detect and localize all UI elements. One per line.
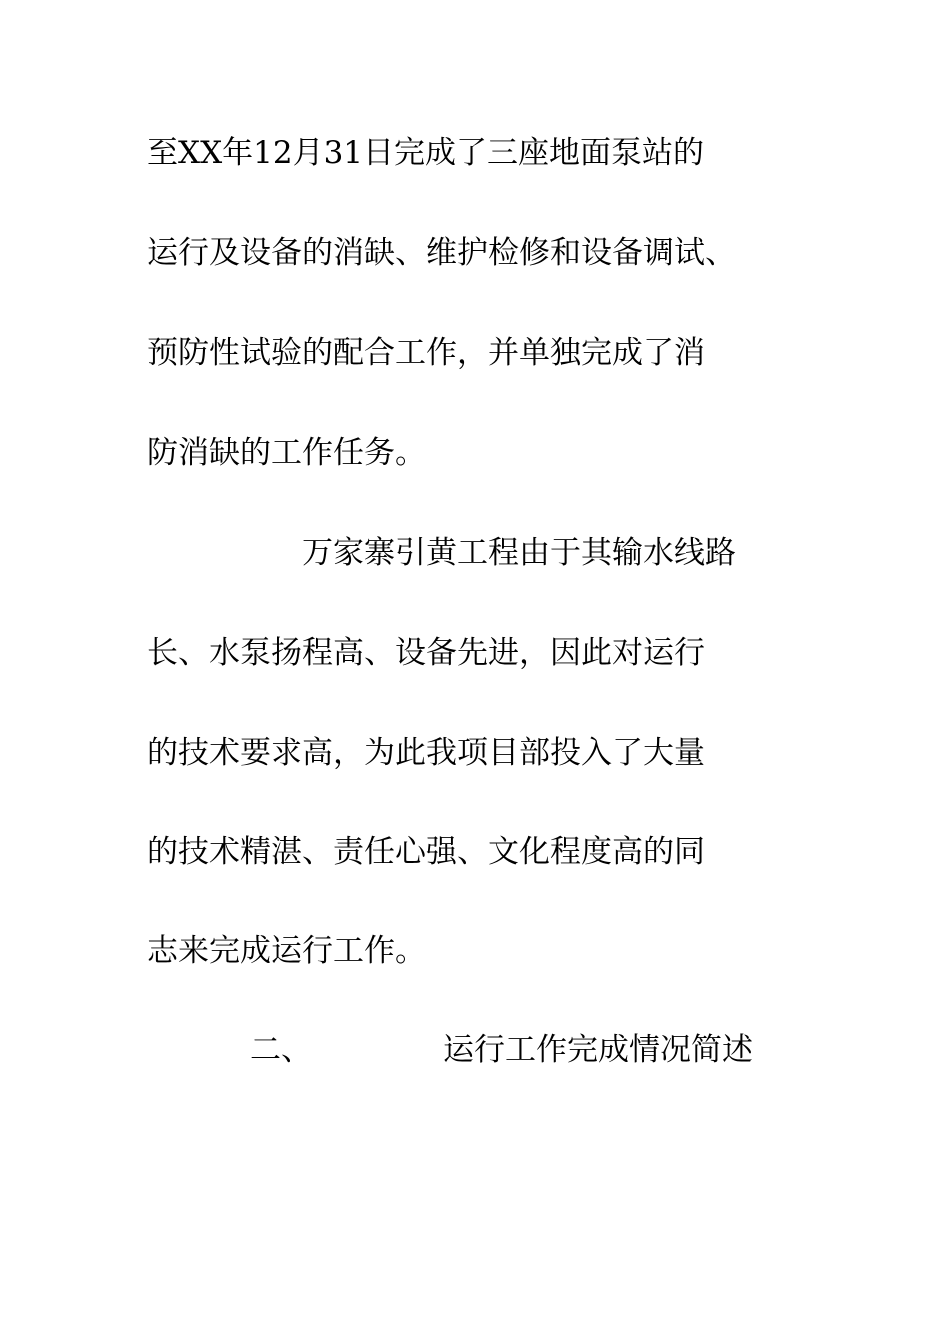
paragraph-1-line-4: 防消缺的工作任务。 xyxy=(147,435,426,471)
paragraph-1-line-1: 至XX年12月31日完成了三座地面泵站的 xyxy=(147,135,705,171)
paragraph-2-line-3: 的技术要求高，为此我项目部投入了大量 xyxy=(147,735,705,771)
paragraph-2-line-4: 的技术精湛、责任心强、文化程度高的同 xyxy=(147,834,705,870)
paragraph-2-line-1: 万家寨引黄工程由于其输水线路 xyxy=(302,535,736,571)
section-heading-number: 二、 xyxy=(250,1032,312,1068)
paragraph-1-line-3: 预防性试验的配合工作，并单独完成了消 xyxy=(147,335,705,371)
paragraph-2-line-2: 长、水泵扬程高、设备先进，因此对运行 xyxy=(147,635,705,671)
section-heading-title: 运行工作完成情况简述 xyxy=(443,1032,753,1068)
paragraph-2-line-5: 志来完成运行工作。 xyxy=(147,933,426,969)
paragraph-1-line-2: 运行及设备的消缺、维护检修和设备调试、 xyxy=(147,235,736,271)
